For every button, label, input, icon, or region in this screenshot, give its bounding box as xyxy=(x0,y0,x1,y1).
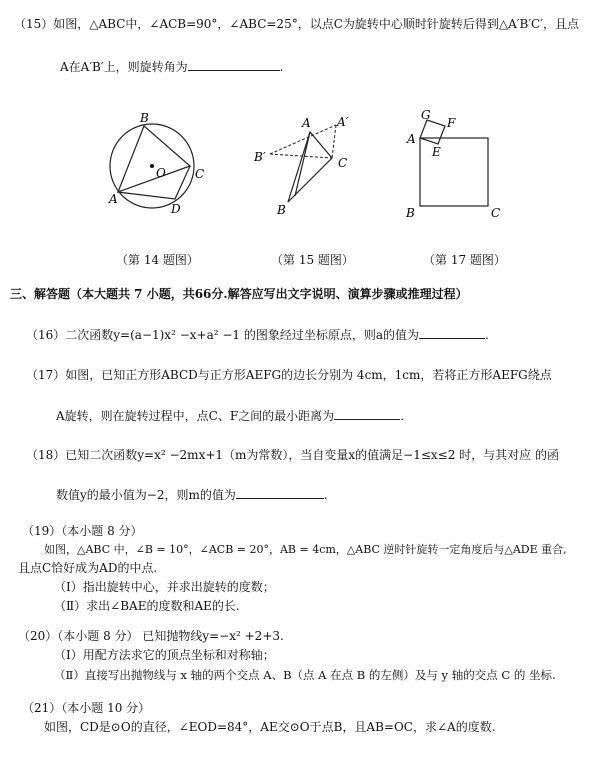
figure-14 xyxy=(100,108,220,218)
fig14-label-a: A xyxy=(109,192,118,206)
fig17-label-e: E xyxy=(432,145,441,159)
fig14-chord xyxy=(118,166,190,199)
fig17-label-g: G xyxy=(421,108,431,122)
fig15-label-c: C xyxy=(338,156,348,170)
q16-text: （16）二次函数y=(a−1)x² −x+a² −1 的图象经过坐标原点，则a的值为 xyxy=(26,328,420,342)
fig15-dashed-b1c xyxy=(270,154,332,158)
q20-part1: （Ⅰ）用配方法求它的顶点坐标和对称轴； xyxy=(54,648,275,662)
fig17-label-f: F xyxy=(447,116,456,130)
fig15-dashed-a1c xyxy=(332,125,336,158)
fig14-center-dot xyxy=(150,164,154,168)
q17-line2 xyxy=(56,407,404,424)
q18-line2 xyxy=(56,486,328,503)
q19-part2: （Ⅱ）求出∠BAE的度数和AE的长. xyxy=(54,599,240,613)
fig15-label-a: A xyxy=(302,116,311,130)
q19-head: （19）（本小题 8 分） xyxy=(22,524,143,538)
q19-line2: 且点C恰好成为AD的中点. xyxy=(18,561,158,575)
q15-answer-blank[interactable] xyxy=(188,58,280,71)
fig15-label-b: B xyxy=(277,203,286,217)
fig17-label-c: C xyxy=(491,206,501,220)
q15-line2-end: . xyxy=(279,60,284,74)
q18-line2-text: 数值y的最小值为−2，则m的值为 xyxy=(56,488,236,502)
q20-head: （20）（本小题 8 分） 已知抛物线y=−x² +2+3. xyxy=(18,629,284,643)
fig17-caption: （第 17 题图） xyxy=(423,253,506,267)
q16-end: . xyxy=(485,328,489,342)
q17-answer-blank[interactable] xyxy=(334,407,400,420)
q19-line1: 如图，△ABC 中，∠B = 10°，∠ACB = 20°，AB = 4cm，△ABC 逆时针旋转一定角度后与△ADE 重合, xyxy=(44,543,567,556)
fig17-square-abcd xyxy=(420,138,488,206)
figure-17 xyxy=(400,104,510,222)
q21-line1: 如图，CD是⊙O的直径，∠EOD=84°，AE交⊙O于点B，且AB=OC，求∠A的度数. xyxy=(44,720,496,734)
q17-line2-text: A旋转，则在旋转过程中，点C、F之间的最小距离为 xyxy=(56,409,335,423)
fig17-square-aefg xyxy=(420,120,445,144)
fig15-segment xyxy=(295,132,310,196)
q16 xyxy=(26,326,489,343)
fig14-label-c: C xyxy=(195,167,205,181)
q20-part2: （Ⅱ）直接写出抛物线与 x 轴的两个交点 A、B（点 A 在点 B 的左侧）及与 y 轴的交点 C 的 坐标. xyxy=(54,668,556,682)
fig15-triangle-abc xyxy=(288,132,332,202)
figure-15 xyxy=(250,112,365,220)
q15-line2-text: A在A′B′上，则旋转角为 xyxy=(60,60,188,74)
fig14-label-b: B xyxy=(140,111,149,125)
q16-answer-blank[interactable] xyxy=(419,326,485,339)
q18-line2-end: . xyxy=(323,488,328,502)
q15-line2 xyxy=(60,58,283,75)
fig17-label-a: A xyxy=(407,132,416,146)
fig17-label-b: B xyxy=(406,206,415,220)
q19-part1: （Ⅰ）指出旋转中心，并求出旋转的度数； xyxy=(54,580,275,594)
fig14-label-o: O xyxy=(156,166,166,180)
fig14-triangle xyxy=(118,126,190,192)
q18-line1: （18）已知二次函数y=x² −2mx+1（m为常数），当自变量x的值满足−1≤x≤2 时，与其对应 的函 xyxy=(26,448,560,462)
q17-line1: （17）如图，已知正方形ABCD与正方形AEFG的边长分别为 4cm，1cm，若将正方形AEFG绕点 xyxy=(26,368,552,382)
q17-line2-end: . xyxy=(400,409,405,423)
section-3-title: 三、解答题（本大题共 7 小题，共66分.解答应写出文字说明、演算步骤或推理过程） xyxy=(10,287,468,301)
q21-head: （21）（本小题 10 分） xyxy=(22,701,151,715)
fig14-label-d: D xyxy=(171,202,181,216)
fig15-label-b-prime: B′ xyxy=(254,150,266,164)
fig14-caption: （第 14 题图） xyxy=(116,253,199,267)
fig15-label-a-prime: A′ xyxy=(337,115,349,129)
fig15-caption: （第 15 题图） xyxy=(271,253,354,267)
q18-answer-blank[interactable] xyxy=(236,486,324,499)
q15-line1: （15）如图，△ABC中，∠ACB=90°，∠ABC=25°，以点C为旋转中心顺时针旋转后得到△A′B′C′，且点 xyxy=(14,17,579,31)
